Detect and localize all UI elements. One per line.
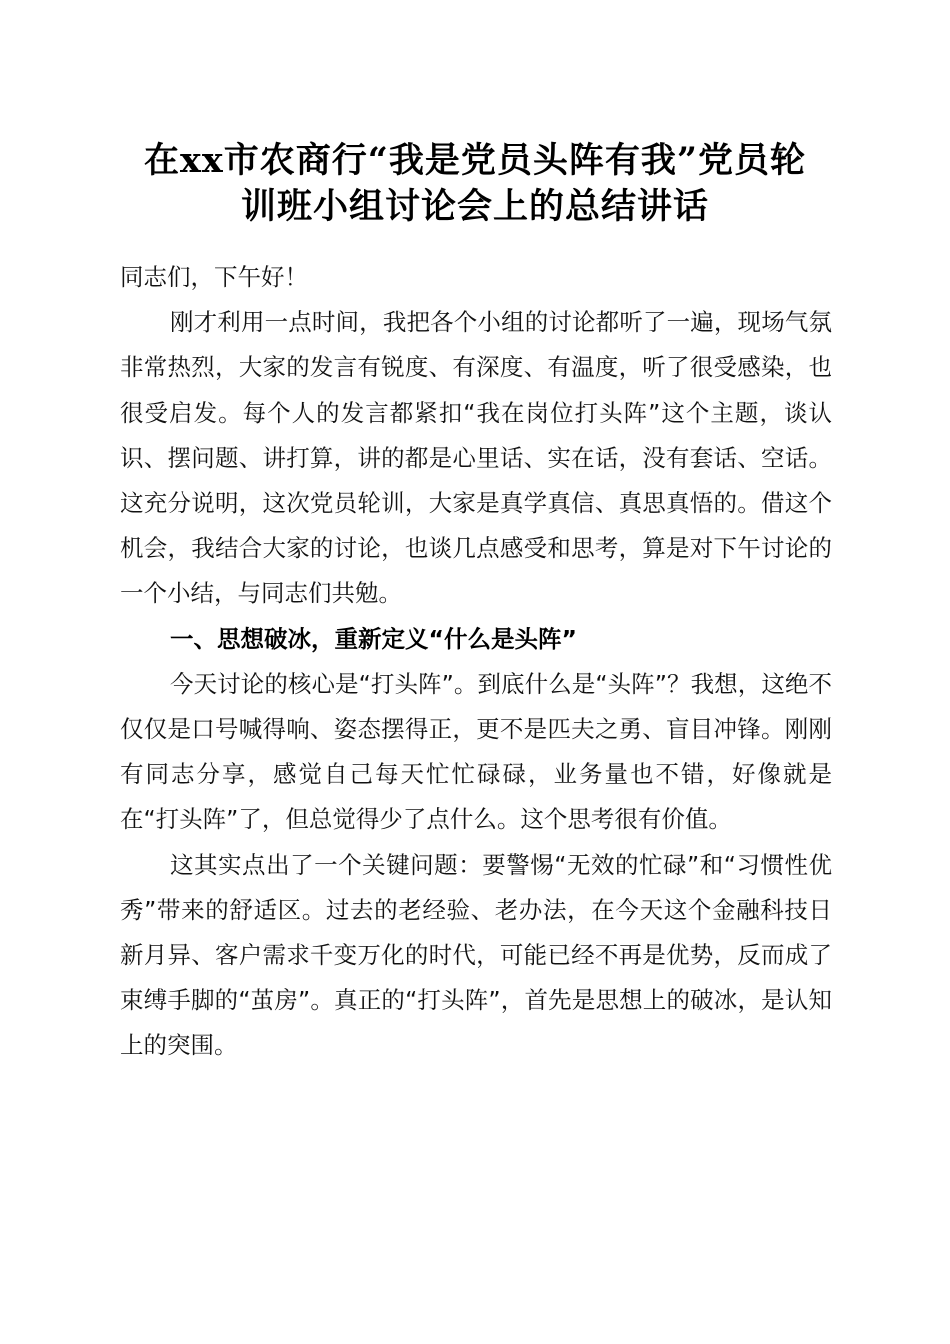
paragraph: 刚才利用一点时间，我把各个小组的讨论都听了一遍，现场气氛非常热烈，大家的发言有锐度、有深度、有温度，听了很受感染，也很受启发。每个人的发言都紧扣“我在岗位打头阵”这个主题，谈认识、摆问题、讲打算，讲的都是心里话、实在话，没有套话、空话。这充分说明，这次党员轮训，大家是真学真信、真思真悟的。借这个机会，我结合大家的讨论，也谈几点感受和思考，算是对下午讨论的一个小结，与同志们共勉。 (120, 308, 832, 608)
document-body (120, 255, 832, 1069)
greeting: 同志们，下午好！ (120, 263, 308, 291)
paragraph: 今天讨论的核心是“打头阵”。到底什么是“头阵”？我想，这绝不仅仅是口号喊得响、姿态摆得正，更不是匹夫之勇、盲目冲锋。刚刚有同志分享，感觉自己每天忙忙碌碌，业务量也不错，好像就是在“打头阵”了，但总觉得少了点什么。这个思考很有价值。 (120, 669, 832, 834)
title-line-1: 在xx市农商行“我是党员头阵有我”党员轮 (144, 140, 806, 181)
document-title (90, 138, 860, 230)
title-line-2: 训班小组讨论会上的总结讲话 (240, 186, 709, 227)
paragraph: 这其实点出了一个关键问题：要警惕“无效的忙碌”和“习惯性优秀”带来的舒适区。过去的老经验、老办法，在今天这个金融科技日新月异、客户需求千变万化的时代，可能已经不再是优势，反而成了束缚手脚的“茧房”。真正的“打头阵”，首先是思想上的破冰，是认知上的突围。 (120, 850, 832, 1060)
section-heading: 一、思想破冰，重新定义“什么是头阵” (170, 624, 577, 653)
